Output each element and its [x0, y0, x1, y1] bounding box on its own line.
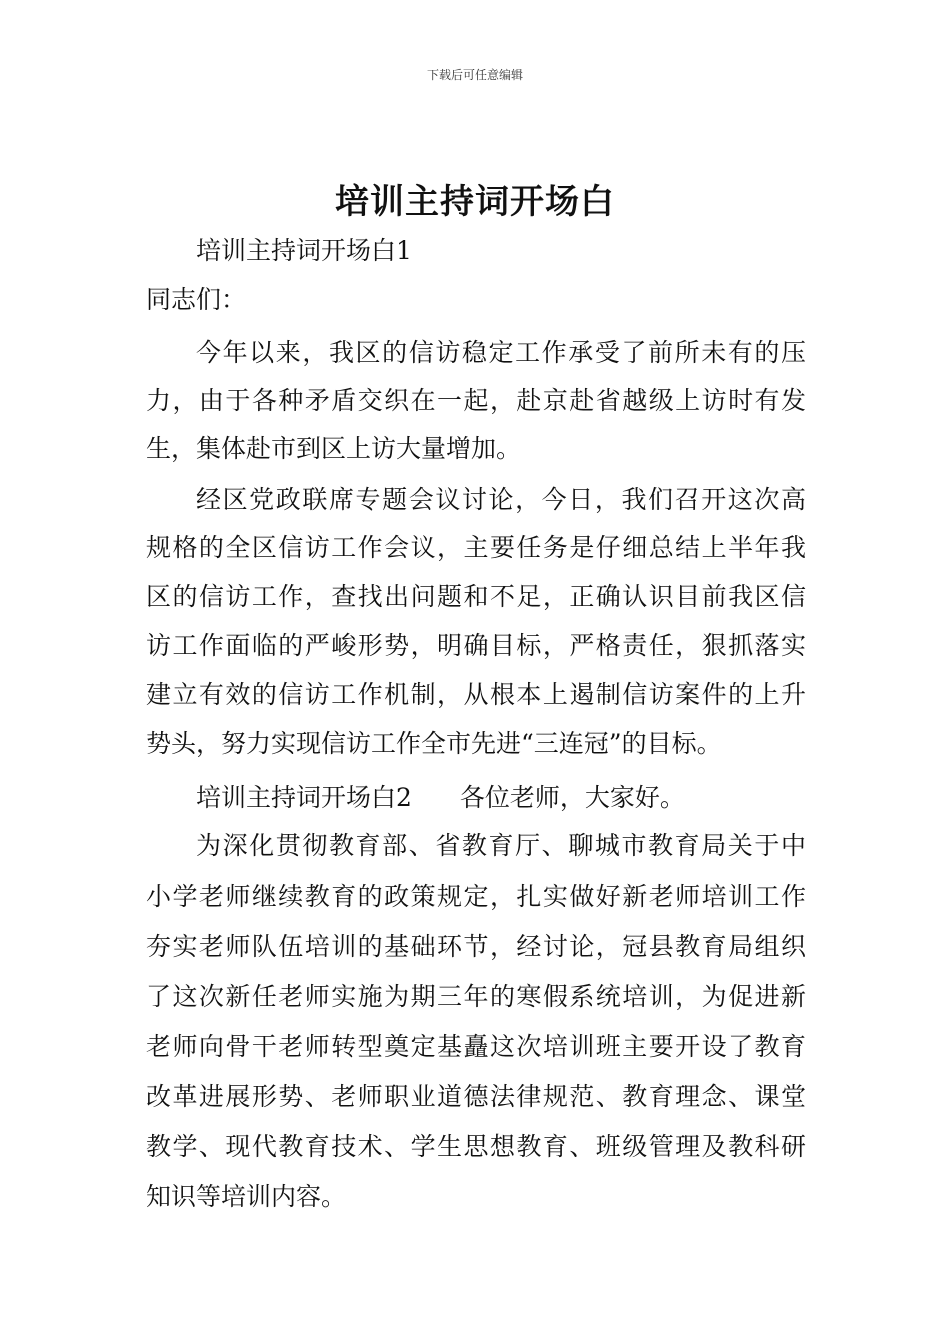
section1-para2-line5: 建立有效的信访工作机制，从根本上遏制信访案件的上升 — [146, 680, 806, 709]
section1-para1-line2: 力，由于各种矛盾交织在一起，赴京赴省越级上访时有发 — [146, 386, 806, 415]
download-note: 下载后可任意编辑 — [426, 68, 523, 82]
section1-para2-line2: 规格的全区信访工作会议，主要任务是仔细总结上半年我 — [146, 533, 806, 562]
section2-para1-line7: 教学、现代教育技术、学生思想教育、班级管理及教科研 — [146, 1132, 806, 1161]
section1-para2-line1: 经区党政联席专题会议讨论，今日，我们召开这次高 — [196, 485, 806, 514]
section1-para1-line3: 生，集体赴市到区上访大量增加。 — [146, 434, 522, 463]
section2-para1-line6: 改革进展形势、老师职业道德法律规范、教育理念、课堂 — [146, 1082, 806, 1111]
section2-para1-line3: 夯实老师队伍培训的基础环节，经讨论，冠县教育局组织 — [146, 932, 806, 961]
section2-para1-line5: 老师向骨干老师转型奠定基矗这次培训班主要开设了教育 — [146, 1032, 806, 1061]
section2-para1-line1: 为深化贯彻教育部、省教育厅、聊城市教育局关于中 — [196, 831, 806, 860]
section1-para2-line6: 势头，努力实现信访工作全市先进“三连冠”的目标。 — [146, 729, 722, 758]
section2-para1-line8: 知识等培训内容。 — [146, 1182, 347, 1211]
document-title: 培训主持词开场白 — [335, 182, 615, 222]
section1-para2-line3: 区的信访工作，查找出问题和不足，正确认识目前我区信 — [146, 582, 806, 611]
section2-greeting: 各位老师，大家好。 — [459, 783, 685, 812]
section1-heading: 培训主持词开场白1 — [196, 236, 412, 265]
section2-heading: 培训主持词开场白2 — [196, 783, 412, 812]
section1-para2-line4: 访工作面临的严峻形势，明确目标，严格责任，狠抓落实 — [146, 631, 806, 660]
section2-para1-line2: 小学老师继续教育的政策规定，扎实做好新老师培训工作 — [146, 882, 806, 911]
salutation: 同志们： — [146, 285, 247, 314]
section2-heading-line — [196, 783, 685, 813]
section1-para1-line1: 今年以来，我区的信访稳定工作承受了前所未有的压 — [196, 338, 806, 367]
section2-para1-line4: 了这次新任老师实施为期三年的寒假系统培训，为促进新 — [146, 982, 806, 1011]
